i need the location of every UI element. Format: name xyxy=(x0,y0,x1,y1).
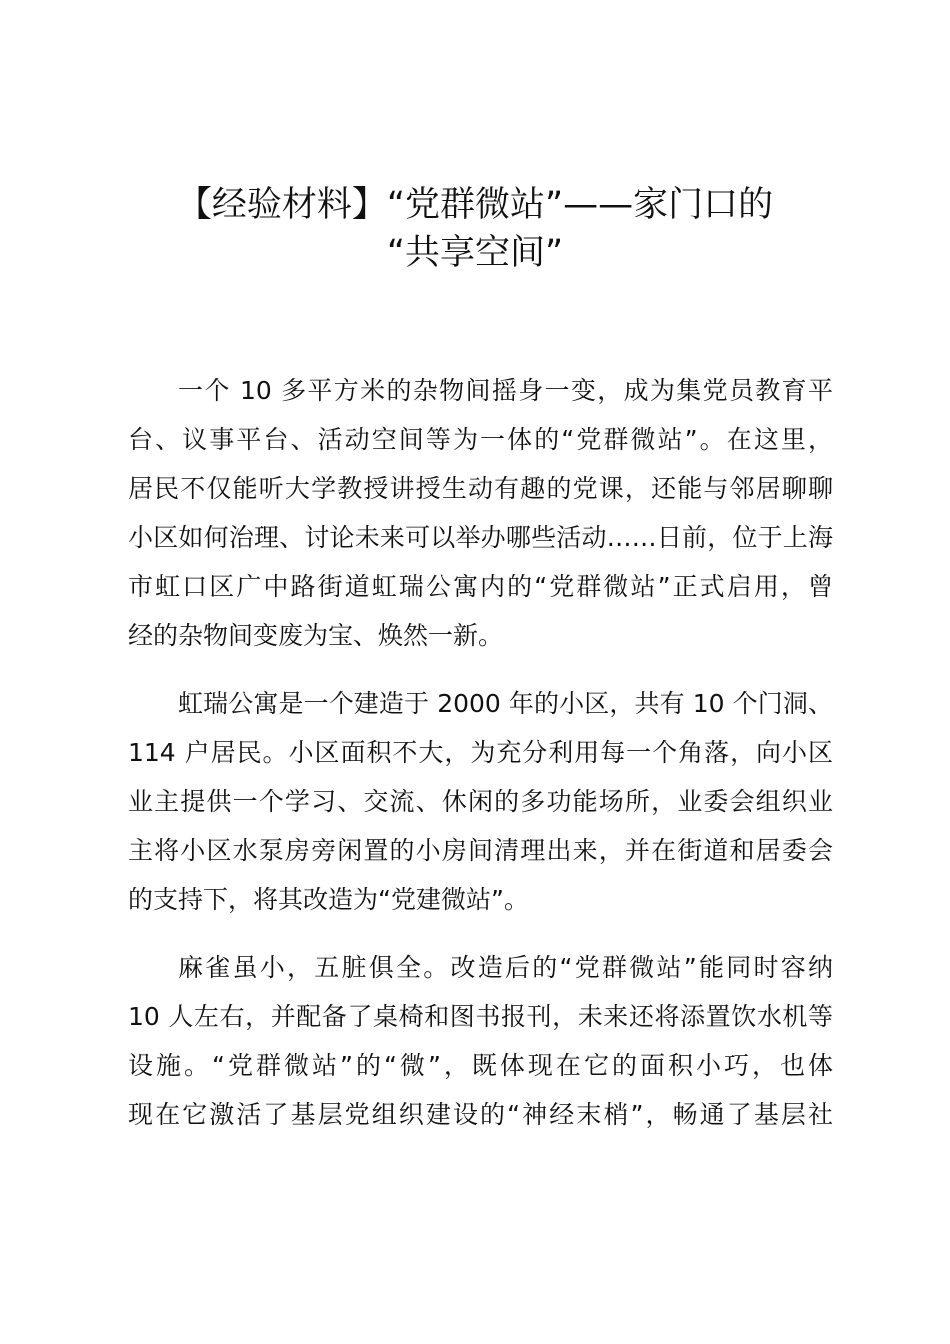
paragraph-line: 业主提供一个学习、交流、休闲的多功能场所，业委会组织业 xyxy=(128,787,833,816)
document-body xyxy=(128,366,833,1158)
paragraph-line: 设施。“党群微站”的“微”，既体现在它的面积小巧，也体 xyxy=(128,1051,833,1080)
paragraph-line: 居民不仅能听大学教授讲授生动有趣的党课，还能与邻居聊聊 xyxy=(128,474,833,503)
paragraph-line: 麻雀虽小，五脏俱全。改造后的“党群微站”能同时容纳 xyxy=(178,953,833,982)
paragraph-line: 10 人左右，并配备了桌椅和图书报刊，未来还将添置饮水机等 xyxy=(128,1002,833,1031)
title-line-2: “共享空间” xyxy=(386,233,564,273)
paragraph-2 xyxy=(128,679,833,924)
paragraph-line: 小区如何治理、讨论未来可以举办哪些活动……日前，位于上海 xyxy=(128,523,833,552)
paragraph-3 xyxy=(128,943,833,1139)
paragraph-line: 主将小区水泵房旁闲置的小房间清理出来，并在街道和居委会 xyxy=(128,836,833,865)
title-line-1: 【经验材料】“党群微站”——家门口的 xyxy=(176,185,774,225)
paragraph-line: 市虹口区广中路街道虹瑞公寓内的“党群微站”正式启用，曾 xyxy=(128,572,833,601)
paragraph-line: 经的杂物间变废为宝、焕然一新。 xyxy=(128,621,504,650)
paragraph-line: 现在它激活了基层党组织建设的“神经末梢”，畅通了基层社 xyxy=(128,1100,833,1129)
paragraph-line: 114 户居民。小区面积不大，为充分利用每一个角落，向小区 xyxy=(128,738,833,767)
paragraph-line: 台、议事平台、活动空间等为一体的“党群微站”。在这里， xyxy=(128,425,833,454)
paragraph-line: 的支持下，将其改造为“党建微站”。 xyxy=(128,885,529,914)
document-title xyxy=(120,181,830,277)
paragraph-1 xyxy=(128,366,833,660)
paragraph-line: 一个 10 多平方米的杂物间摇身一变，成为集党员教育平 xyxy=(178,376,833,405)
paragraph-line: 虹瑞公寓是一个建造于 2000 年的小区，共有 10 个门洞、 xyxy=(178,689,833,718)
